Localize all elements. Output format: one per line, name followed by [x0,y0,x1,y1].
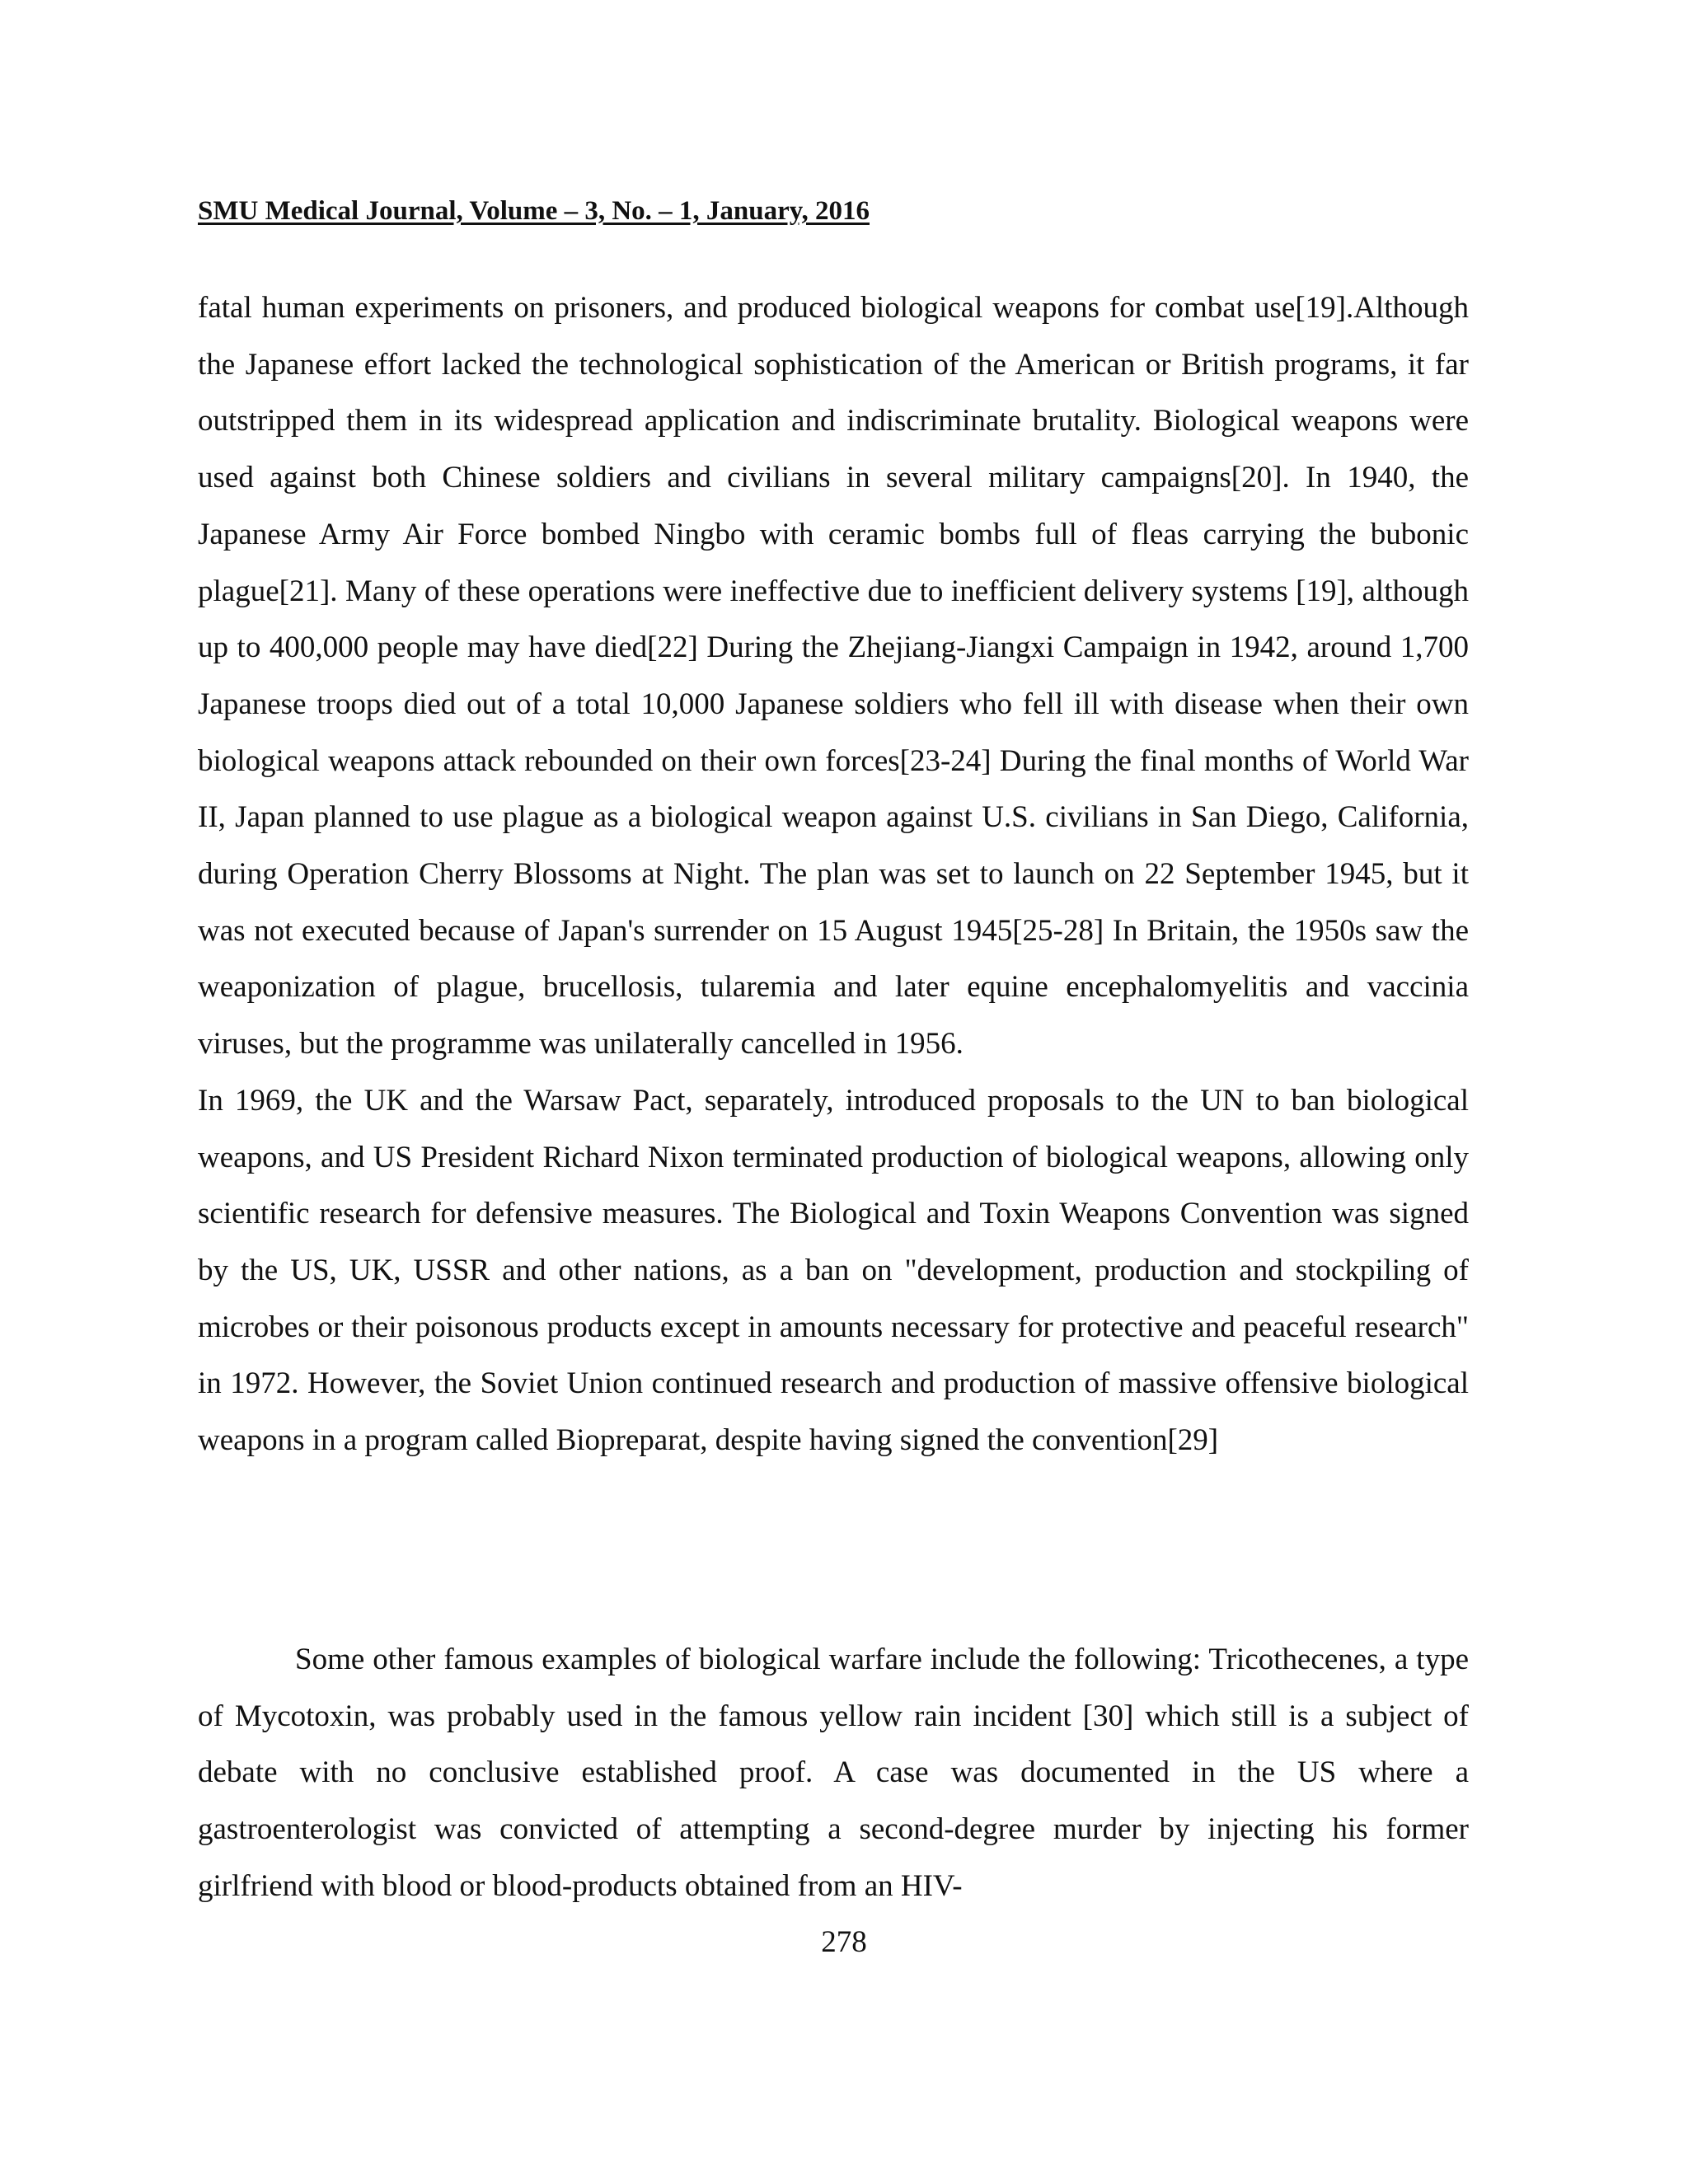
paragraph-convention: In 1969, the UK and the Warsaw Pact, separately, introduced proposals to the UN to ban biological weapons, and US President Richard Nixon terminated production of biological weapons, allowing only scientific research for defensive measures. The Biological and Toxin Weapons Convention was signed by the US, UK, USSR and other nations, as a ban on "development, production and stockpiling of microbes or their poisonous products except in amounts necessary for protective and peaceful research" in 1972. However, the Soviet Union continued research and production of massive offensive biological weapons in a program called Biopreparat, despite having signed the convention[29] [198,1083,1469,1458]
page-number: 278 [821,1925,867,1959]
paragraph-japanese-program: fatal human experiments on prisoners, and produced biological weapons for combat use[19].Although the Japanese effort lacked the technological sophistication of the American or British programs, it far outstripped them in its widespread application and indiscriminate brutality. Biological weapons were used against both Chinese soldiers and civilians in several military campaigns[20]. In 1940, the Japanese Army Air Force bombed Ningbo with ceramic bombs full of fleas carrying the bubonic plague[21]. Many of these operations were ineffective due to inefficient delivery systems [19], although up to 400,000 people may have died[22] During the Zhejiang-Jiangxi Campaign in 1942, around 1,700 Japanese troops died out of a total 10,000 Japanese soldiers who fell ill with disease when their own biological weapons attack rebounded on their own forces[23-24] During the final months of World War II, Japan planned to use plague as a biological weapon against U.S. civilians in San Diego, California, during Operation Cherry Blossoms at Night. The plan was set to launch on 22 September 1945, but it was not executed because of Japan's surrender on 15 August 1945[25-28] In Britain, the 1950s saw the weaponization of plague, brucellosis, tularemia and later equine encephalomyelitis and vaccinia viruses, but the programme was unilaterally cancelled in 1956. [198,291,1469,1062]
paragraph-other-examples: Some other famous examples of biological warfare include the following: Tricothecenes, a type of Mycotoxin, was probably used in the famous yellow rain incident [30] which still is a subject of debate with no conclusive established proof. A case was documented in the US where a gastroenterologist was convicted of attempting a second-degree murder by injecting his former girlfriend with blood or blood-products obtained from an HIV- [198,1643,1469,1903]
body-text-upper [198,280,1469,1469]
body-text-lower [198,1632,1469,1915]
journal-header: SMU Medical Journal, Volume – 3, No. – 1, January, 2016 [198,196,870,226]
